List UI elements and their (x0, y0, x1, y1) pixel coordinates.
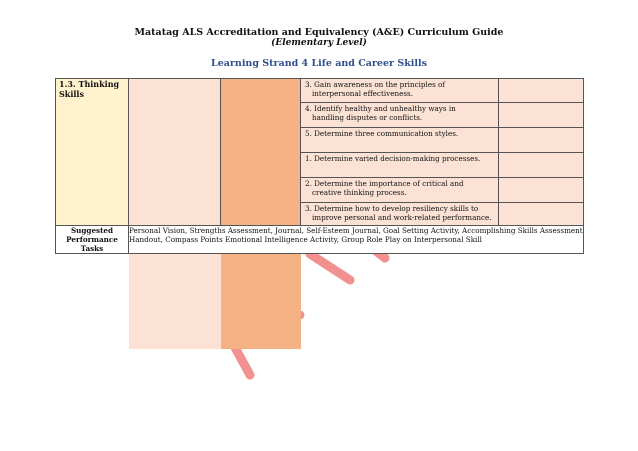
performance-tasks-text: Personal Vision, Strengths Assessment, Journal, Self-Esteem Journal, Goal Setting Activity, Accomplishing Skills Assessment Handout, Compass Points Emotional Intelligence Activity, Group Role Play on Interpersonal Skill (129, 226, 584, 254)
empty-cell (499, 153, 584, 178)
competency-cell (301, 178, 499, 203)
learning-strand-heading: Learning Strand 4 Life and Career Skills (211, 58, 427, 69)
competency-cell (301, 79, 499, 103)
competency-text: handling disputes or conflicts. (312, 113, 423, 122)
table-row (56, 226, 584, 254)
document-subtitle: (Elementary Level) (271, 38, 367, 48)
empty-cell (499, 103, 584, 128)
competency-text: 1. Determine varied decision-making processes. (305, 154, 481, 163)
competency-text: improve personal and work-related performance. (312, 213, 492, 222)
competency-cell (301, 203, 499, 226)
competency-text: 4. Identify healthy and unhealthy ways in (305, 104, 456, 113)
competency-text: 3. Determine how to develop resiliency skills to (305, 204, 479, 213)
competency-text: 2. Determine the importance of critical and (305, 179, 464, 188)
empty-cell (499, 178, 584, 203)
table-row (56, 79, 584, 103)
empty-column-cell (221, 79, 301, 226)
performance-tasks-label: Suggested Performance Tasks (56, 226, 129, 254)
document-title: Matatag ALS Accreditation and Equivalency (A&E) Curriculum Guide (134, 27, 504, 38)
competency-text: 5. Determine three communication styles. (305, 129, 459, 138)
empty-column-cell (129, 79, 221, 226)
column-extension-light (129, 254, 221, 349)
competency-text: creative thinking process. (312, 188, 407, 197)
competency-cell (301, 103, 499, 128)
competency-cell (301, 153, 499, 178)
competency-text: 3. Gain awareness on the principles of (305, 80, 446, 89)
competency-cell (301, 128, 499, 153)
skill-cell (56, 79, 129, 226)
competency-text: interpersonal effectiveness. (312, 89, 413, 98)
skill-label: 1.3. Thinking Skills (59, 79, 120, 99)
empty-cell (499, 79, 584, 103)
column-extension-dark (221, 254, 301, 349)
empty-cell (499, 203, 584, 226)
curriculum-table (55, 78, 584, 254)
empty-cell (499, 128, 584, 153)
